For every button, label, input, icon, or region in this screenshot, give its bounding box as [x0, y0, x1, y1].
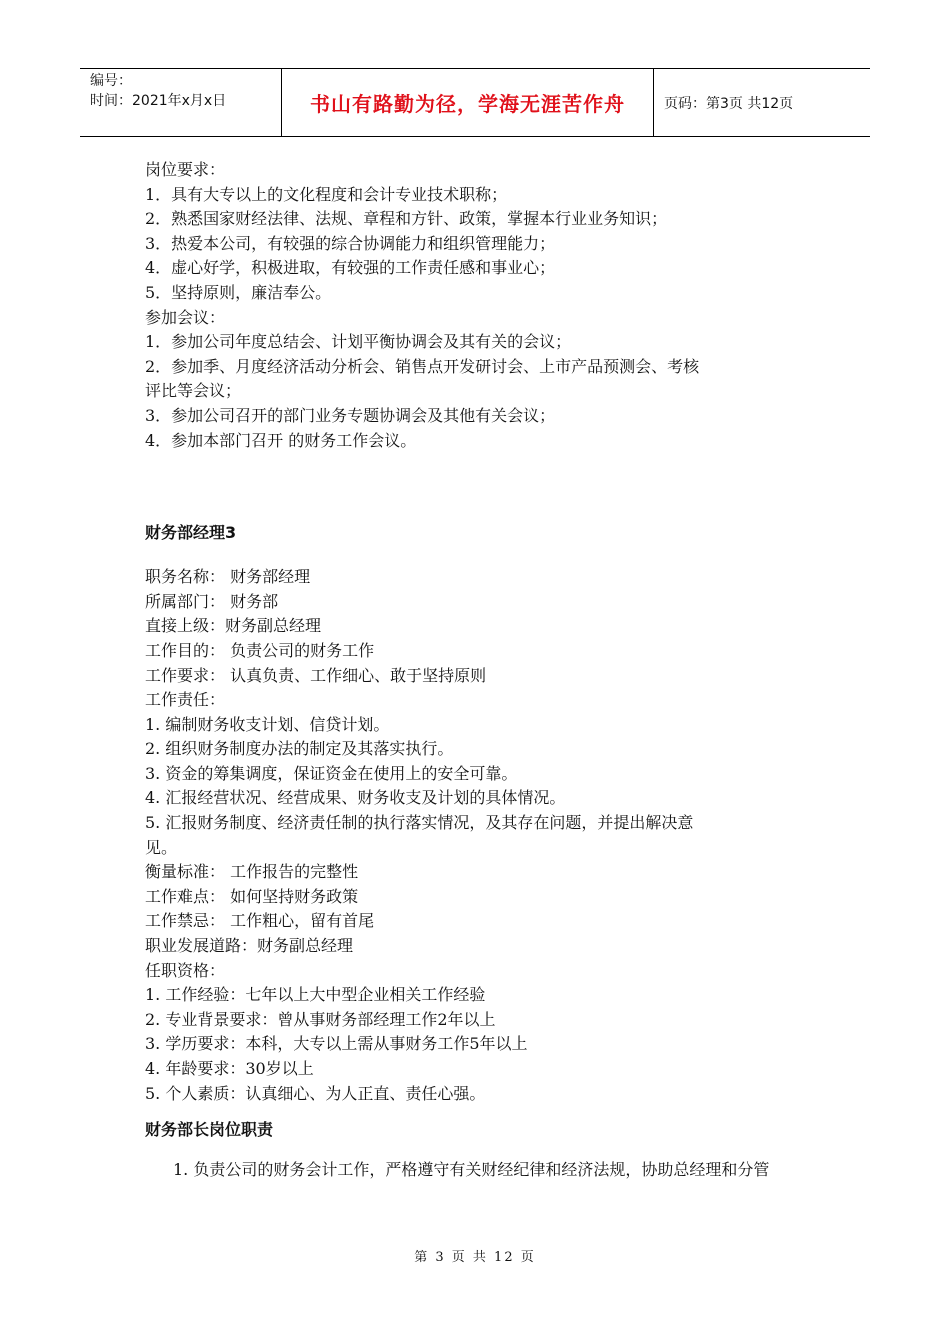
- heading-finance-minister-duties: 财务部长岗位职责: [145, 1120, 274, 1140]
- number-label: 编号：: [90, 73, 132, 89]
- text-line: 1. 负责公司的财务会计工作，严格遵守有关财经纪律和经济法规，协助总经理和分管: [173, 1160, 770, 1180]
- heading-finance-manager: 财务部经理3: [145, 523, 237, 543]
- text-line: 1. 编制财务收支计划、信贷计划。: [145, 714, 390, 734]
- text-line: 衡量标准： 工作报告的完整性: [145, 862, 359, 882]
- section-finance-manager: [145, 565, 825, 1106]
- header-page-info: 页码：第3页 共12页: [664, 95, 794, 112]
- text-line: 4．参加本部门召开 的财务工作会议。: [145, 430, 417, 450]
- document-body: [145, 158, 825, 1183]
- text-line: 工作目的： 负责公司的财务工作: [145, 640, 375, 660]
- header-meta: [80, 69, 282, 136]
- header-motto: 书山有路勤为径，学海无涯苦作舟: [282, 69, 654, 136]
- text-line: 参加会议：: [145, 307, 226, 327]
- section-requirements: [145, 158, 825, 453]
- text-line: 1. 工作经验：七年以上大中型企业相关工作经验: [145, 985, 486, 1005]
- text-line: 3．参加公司召开的部门业务专题协调会及其他有关会议；: [145, 405, 556, 425]
- text-line: 2．参加季、月度经济活动分析会、销售点开发研讨会、上市产品预测会、考核: [145, 356, 700, 376]
- text-line: 4. 汇报经营状况、经营成果、财务收支及计划的具体情况。: [145, 788, 566, 808]
- text-line: 工作难点： 如何坚持财务政策: [145, 886, 359, 906]
- text-line: 4. 年龄要求：30岁以上: [145, 1059, 314, 1078]
- text-line: 工作责任：: [145, 690, 226, 710]
- text-line: 任职资格：: [145, 960, 226, 980]
- section-duties: [145, 1158, 825, 1183]
- text-line: 5．坚持原则，廉洁奉公。: [145, 282, 332, 302]
- text-line: 工作要求： 认真负责、工作细心、敢于坚持原则: [145, 665, 487, 685]
- text-line: 5. 个人素质：认真细心、为人正直、责任心强。: [145, 1083, 486, 1103]
- text-line: 评比等会议；: [145, 381, 242, 401]
- text-line: 1．参加公司年度总结会、计划平衡协调会及其有关的会议；: [145, 332, 572, 352]
- time-label: 时间：2021年x月x日: [90, 93, 227, 109]
- text-line: 2. 专业背景要求：曾从事财务部经理工作2年以上: [145, 1009, 496, 1029]
- document-header: [80, 68, 870, 137]
- text-line: 职业发展道路：财务副总经理: [145, 936, 354, 956]
- text-line: 1．具有大专以上的文化程度和会计专业技术职称；: [145, 184, 508, 204]
- text-line: 3. 学历要求：本科，大专以上需从事财务工作5年以上: [145, 1034, 528, 1054]
- spacer: [145, 453, 825, 513]
- text-line: 2．熟悉国家财经法律、法规、章程和方针、政策，掌握本行业业务知识；: [145, 209, 668, 229]
- text-line: 5. 汇报财务制度、经济责任制的执行落实情况，及其存在问题，并提出解决意: [145, 813, 694, 833]
- text-line: 2. 组织财务制度办法的制定及其落实执行。: [145, 739, 454, 759]
- text-line: 3. 资金的筹集调度，保证资金在使用上的安全可靠。: [145, 763, 518, 783]
- text-line: 直接上级：财务副总经理: [145, 616, 322, 636]
- text-line: 见。: [145, 837, 178, 857]
- text-line: 工作禁忌： 工作粗心，留有首尾: [145, 911, 375, 931]
- text-line: 3．热爱本公司，有较强的综合协调能力和组织管理能力；: [145, 233, 556, 253]
- text-line: 岗位要求：: [145, 160, 226, 179]
- text-line: 职务名称： 财务部经理: [145, 567, 311, 587]
- text-line: 所属部门： 财务部: [145, 591, 279, 611]
- text-line: 4．虚心好学，积极进取，有较强的工作责任感和事业心；: [145, 258, 556, 278]
- page-footer: 第 3 页 共 12 页: [414, 1250, 536, 1265]
